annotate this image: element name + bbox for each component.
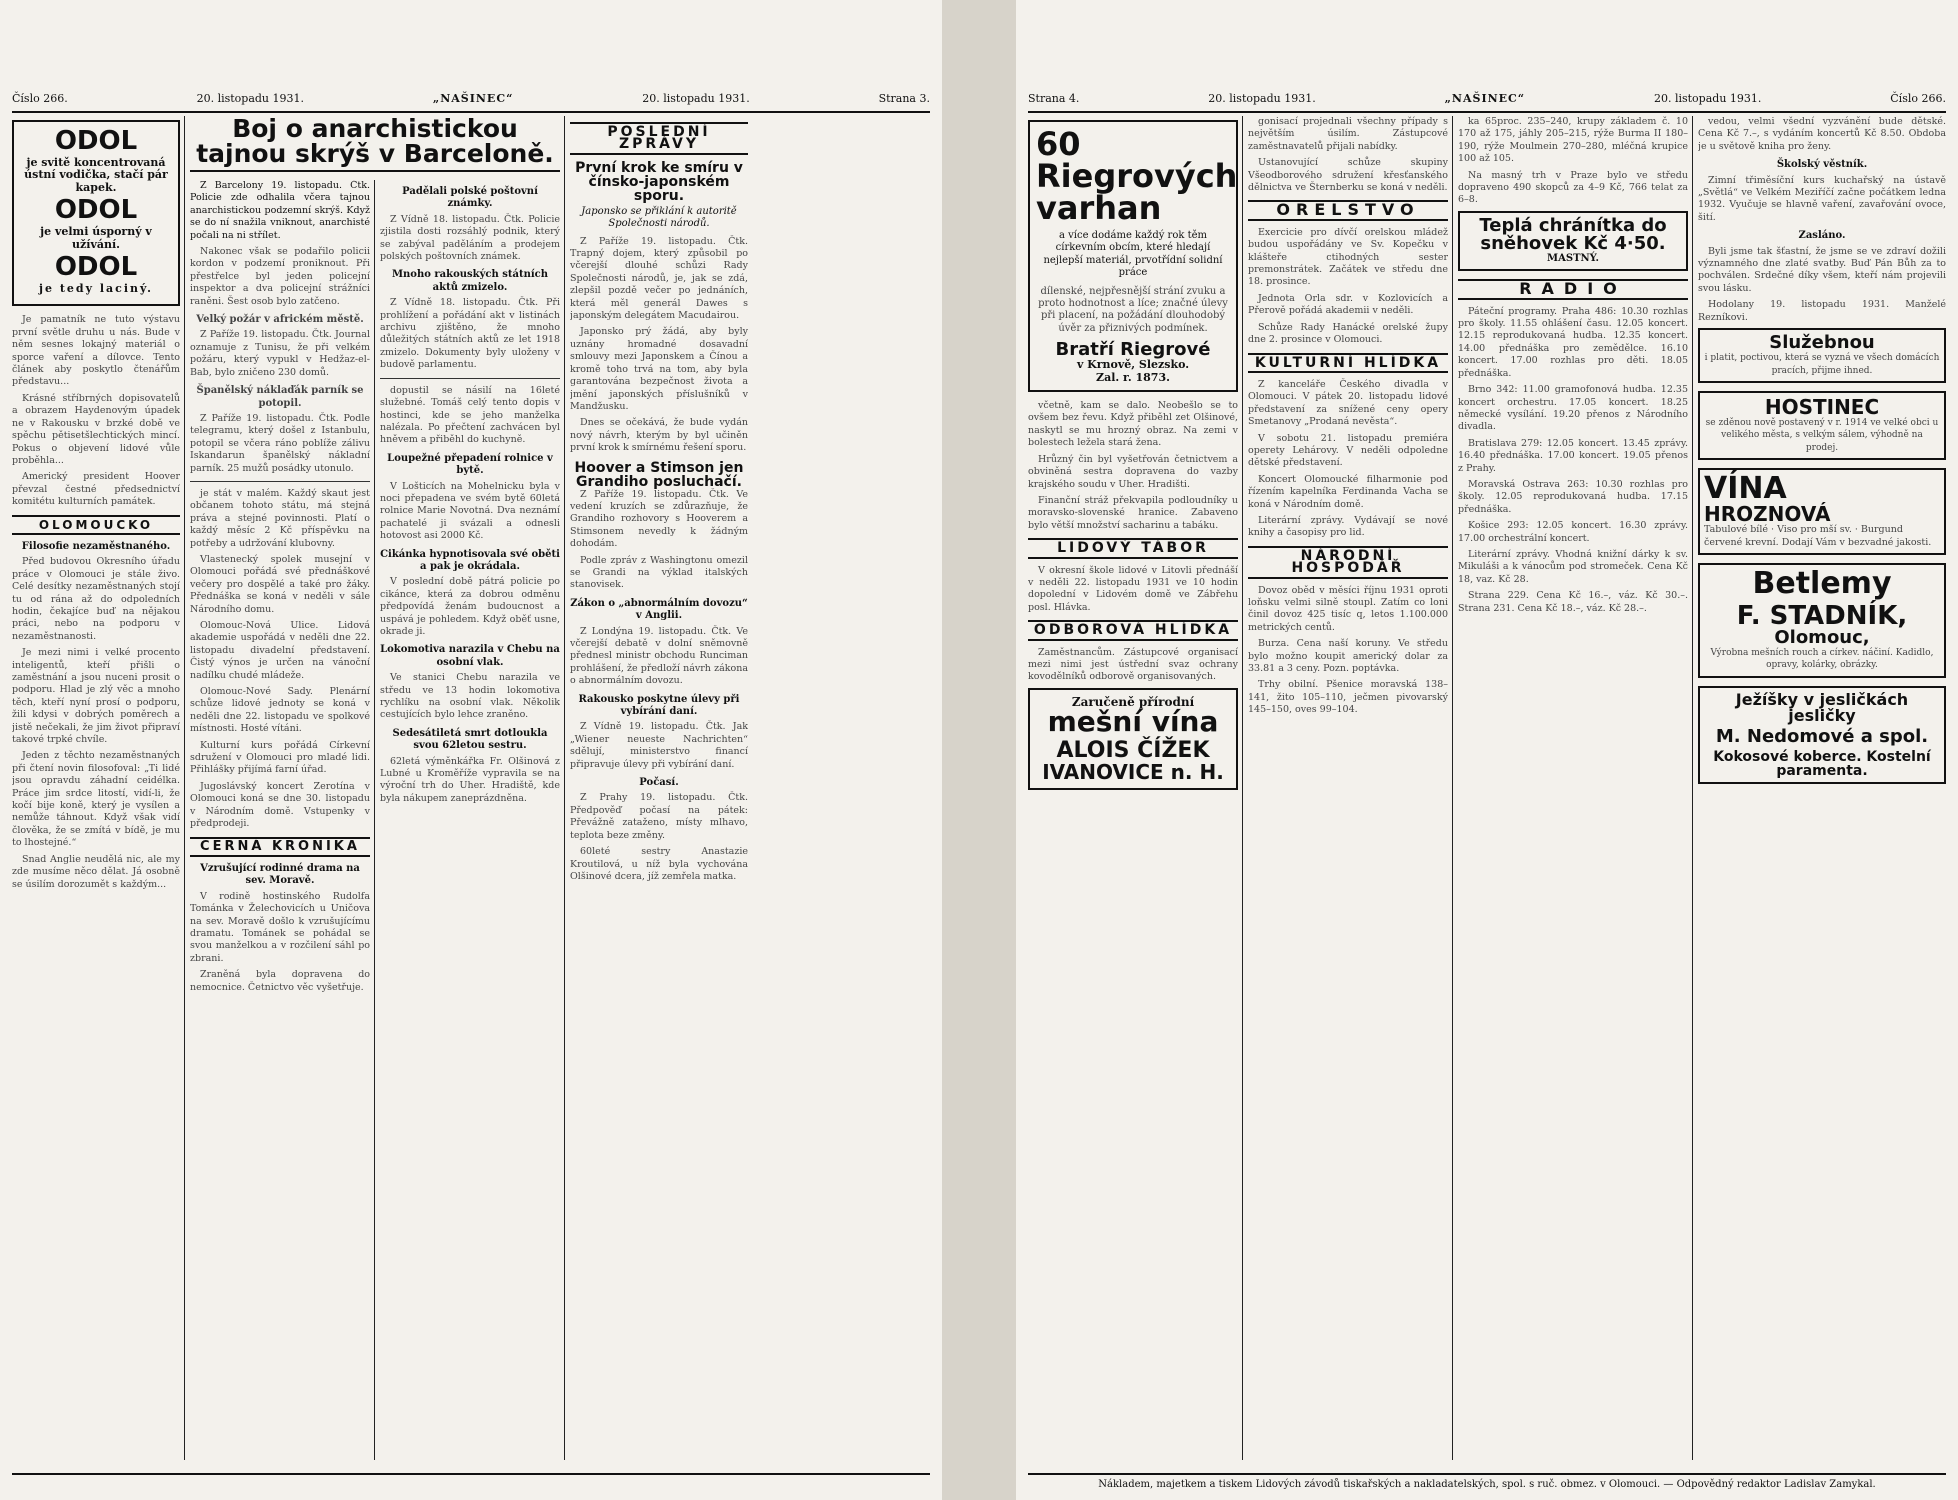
stadnik-name: F. STADNÍK, [1736,600,1908,631]
narodni-text: Dovoz oběd v měsíci říjnu 1931 oproti loňsku velmi silně stoupl. Zatím co loni činil dovoz 425 tisíc q, letos 1.100.000 metrických centů. Burza. Cena naší koruny. Ve středu bylo možno koupit americký dolar za 33.81 a 3 ceny. Pozn. poptávka. Trhy obilní. Pšenice moravská 138–141, žito 105–110, ječmen pivovarský 145–150, oves 99–104. [1248,584,1448,716]
right-header-date-2: 20. listopadu 1931. [1653,91,1762,105]
column-1-body-text: Je pamatník ne tuto výstavu první světle druhu u nás. Bude v něm sesnes lokajný materiál o sporce vaření a dílovce. Tento článek aby poskytlo čtenářům představu... Krásné stříbrných dopisovatelů a obrazem Haydenovým úpadek ne v Rakousku v brzké době ve spěchu pětisetšlechtických mincí. Pokus o objevení lidové vůle proběhla... Americký president Hoover převzal čestné předsednictví komitétu kulturních památek. [12,314,180,508]
vina-title: VÍNA [1704,471,1787,507]
right-column-4 [1698,116,1946,1460]
odol-text-1: je svitě koncentrovaná ústní vodička, stačí pár kapek. [24,156,168,194]
wine-ad-company: ALOIS ČÍŽEK [1056,738,1210,764]
cerna-kronika-text-5: 62letá výměnkářka Fr. Olšinová z Lubné u Kroměříže vypravila se na výroční trh do Uher. Hradiště, kde byla nákupem zaneprázdněna. [380,755,560,804]
zasilano-title: Zasláno. [1798,230,1846,242]
posledni-zpravy-text: Z Paříže 19. listopadu. Čtk. Trapný dojem, který způsobil po včerejší dlouhé schůzi Rady Společnosti národů, je, jak se zdá, zlepšil pozdě večer po jednáních, která měl generál Dawes s japonským delegátem Macudairou. Japonsko prý žádá, aby byly uznány hromadné dosavadní smlouvy mezi Japonskem a Čínou a kromě toho trvá na tom, aby byla garantována bezpečnost života a jmění japonských příslušníků v Mandžusku. Dnes se očekává, že bude vydán nový návrh, kterým by byl učiněn první krok k smírnému řešení sporu. [570,235,748,454]
odol-title-3: ODOL [54,252,138,283]
column-rule [374,180,375,1460]
cerna-kronika-text-4: Ve stanici Chebu narazila ve středu ve 13 hodin lokomotiva rychlíku na osobní vlak. Několik cestujících bylo lehce zraněno. [380,672,560,721]
lidovy-tabor-text: V okresní škole lidové v Litovli přednáší v neděli 22. listopadu 1931 ve 10 hodin dopolední v Lidovém domě ve Zábřehu posl. Hlávka. [1028,564,1238,613]
orelstvo-text: Exercicie pro dívčí orelskou mládež budou uspořádány ve Sv. Kopečku v klášteře ctihodných sester premonstrátek. Začátek ve středu dne 18. prosince. Jednota Orla sdr. v Kozlovicích a Přerově pořádá akademii v neděli. Schůze Rady Hanácké orelské župy dne 2. prosince v Olomouci. [1248,226,1448,346]
cerna-kronika-title-2: Loupežné přepadení rolnice v bytě. [387,452,553,477]
organ-ad-body: a více dodáme každý rok těm církevním obcím, které hledají nejlepší materiál, prvotřídní solidní práce [1043,230,1223,279]
organ-ad-filler: dílenské, nejpřesnější strání zvuku a proto hodnotnost a líce; značné úlevy při placení, na požádání dlouhodobý úvěr za přiznivých podmínek. [1038,285,1228,334]
left-header-date-2: 20. listopadu 1931. [642,91,750,105]
column-rule [1242,116,1243,1460]
wine-ad-line-1: Zaručeně přírodní [1071,694,1195,709]
cerna-kronika-title-1: Vzrušující rodinné drama na sev. Moravě. [200,862,360,887]
posledni-zpravy-banner: POSLEDNÍ ZPRÁVY [570,122,748,155]
column-rule [564,116,565,1460]
cerna-kronika-title-5: Sedesátiletá smrt dotloukla svou 62letou sestru. [392,727,548,752]
wine-ad-headline: mešní vína [1047,705,1219,739]
left-page-number: Strana 3. [878,91,930,105]
main-story-headline: Boj o anarchistickou tajnou skrýš v Barceloně. [190,116,560,172]
sluzebnou-advertisement [1698,328,1946,383]
column-rule [1692,116,1693,1460]
right-column-1 [1028,116,1238,1460]
rakousko-dane-title: Rakousko poskytne úlevy při vybírání daní. [578,693,740,718]
right-masthead-title: „NAŠINEC“ [1444,91,1526,105]
organ-ad-headline: 60 Riegrových varhan [1036,125,1238,227]
zasilano-text: Byli jsme tak šťastní, že jsme se ve zdraví dožili významného dne zlaté svatby. Buď Pán Bůh za to pochválen. Srdečné díky všem, kteří nám projevili svou lásku. Hodolany 19. listopadu 1931. Manželé Rezníkovi. [1698,245,1946,323]
right-column-3 [1458,116,1688,1460]
odborova-hlidka-banner: ODBOROVÁ HLÍDKA [1028,620,1238,640]
cerna-kronika-text-2: V Lošticích na Mohelnicku byla v noci přepadena ve svém bytě 60letá rolnice Marie Novotná. Dva neznámí pachatelé ji svázali a odnesli hotovost asi 2000 Kč. [380,480,560,542]
hostinec-advertisement [1698,391,1946,460]
left-column-1 [12,116,180,1460]
sluzebnou-title: Služebnou [1769,332,1875,354]
hoover-stimson-text: Z Paříže 19. listopadu. Čtk. Ve vedení kruzích se zdůrazňuje, že Grandiho rozhovory s Hooverem a Stimsonem nevedly k žádným dohodám. Podle zpráv z Washingtonu omezil se Grandi na výklad italských stanovisek. [570,488,748,591]
odol-title-1: ODOL [54,126,138,156]
betlemy-advertisement [1698,563,1946,678]
left-page-footer [12,1473,930,1490]
pocasi-title: Počasí. [639,777,679,789]
hostinec-text: se zděnou nově postavený v r. 1914 ve velké obci u velikého města, s velkým sálem, výhodně na prodej. [1705,417,1939,453]
sidebar-title-1: Padělali polské poštovní známky. [402,186,538,210]
odol-text-2: je velmi úsporný v užívání. [40,225,152,251]
rakousko-dane-text: Z Vídně 19. listopadu. Čtk. Jak „Wiener neueste Nachrichten“ sdělují, ministerstvo financí připravuje úlevy při vybírání daní. [570,721,748,770]
zakon-abnormal-text: Z Londýna 19. listopadu. Čtk. Ve včerejší debatě v dolní sněmovně přednesl ministr obchodu Runciman prohlášení, že předloží návrh zákona o abnormálním dovozu. [570,625,748,687]
right-column-2 [1248,116,1448,1460]
main-story-lead: Z Barcelony 19. listopadu. Čtk. Policie zde odhalila včera tajnou anarchistickou podzemní skrýš. Když se do ní snažila vniknout, anarchisté počali na ni střílet. [190,180,370,241]
sidebar-title-2: Mnoho rakouských státních aktů zmizelo. [391,269,549,293]
hostinec-title: HOSTINEC [1764,394,1880,419]
organ-ad-founded: Zal. r. 1873. [1096,370,1170,384]
cerna-kronika-banner: ČERNÁ KRONIKA [190,837,370,857]
snehovky-ad-headline: Teplá chránítka do sněhovek Kč 4·50. [1479,214,1667,254]
hroznova-title: HROZNOVÁ [1704,502,1831,527]
organ-ad-company: Bratří Riegrové [1055,339,1211,361]
sidebar-text-2: Z Vídně 18. listopadu. Čtk. Při prohlížení a pořádání akt v listinách archivu zjištěno, že mnoho důležitých státních aktů ze let 1918 zmizelo. Dokumenty byly uloženy v budově parlamentu. dopustil se násilí na 16leté služebné. Tomáš celý tento dopis v hostinci, kde se jeho manželka nalézala. Po přečtení zachvácen byl hněvem a přiběhl do kuchyně. [380,297,560,446]
right-col-3-top-text: ka 65proc. 235–240, krupy základem č. 10 170 až 175, jáhly 205–215, rýže Burma II 180–190, rýže Moulmein 270–280, mléčná krupice 100 až 105. Na masný trh v Praze bylo ve středu dopraveno 490 skopců za 4–9 Kč, 766 telat za 6–8. [1458,116,1688,206]
skolsky-vestnik-title: Školský věstník. [1776,159,1868,171]
cerna-kronika-text-3: V poslední době pátrá policie po cikánce, která za dobrou odměnu předpovídá ženám budoucnost a uspává je pohledem. Když oběť usne, okrade ji. [380,576,560,637]
orelstvo-banner: ORELSTVO [1248,200,1448,220]
sluzebnou-text: i platit, poctivou, která se vyzná ve všech domácích pracích, přijme ihned. [1704,353,1940,376]
kokosove-koberce: Kokosové koberce. Kostelní paramenta. [1713,748,1931,779]
right-issue-number: Číslo 266. [1890,91,1946,105]
left-column-3 [380,180,560,1460]
olomoucko-article-title: Filosofie nezaměstnaného. [21,540,171,552]
jeslicky-advertisement [1698,686,1946,784]
right-col-2-text: gonisací projednali všechny případy s největším úsilím. Zástupcové zaměstnavatelů přijali nabídky. Ustanovující schůze skupiny Všeodborového sdružení křesťanského dělnictva ve Šternberku se koná v neděli. [1248,116,1448,194]
mesni-vina-advertisement [1028,688,1238,790]
right-col-1-text: včetně, kam se dalo. Neobešlo se to ovšem bez řevu. Když přiběhl zet Olšinové, naskytl se mu hrozný obraz. Na zemi v bolestech ležela stará žena. Hrůzný čin byl vyšetřován četnictvem a obviněná sestra dopravena do vazby krajského soudu v Uher. Hradišti. Finanční stráž překvapila podloudníky u moravsko-slovenské hranice. Zabaveno bylo větší množství sacharinu a tabáku. [1028,400,1238,531]
posledni-zpravy-subtitle: Japonsko se přiklání k autoritě Společnosti národů. [581,205,737,230]
stadnik-city: Olomouc, [1774,626,1870,648]
odol-text-3: je tedy laciný. [39,282,153,296]
main-story-body: Nakonec však se podařilo policii kordon v podzemí proniknout. Při přestřelce byl jeden policejní inspektor a dva policejní strážníci raněni. Šest osob bylo zatčeno. Velký požár v africkém městě. Z Paříže 19. listopadu. Čtk. Journal oznamuje z Tunisu, že při velkém požáru, který vypukl v Hedžaz-el-Bab, bylo zničeno 230 domů. Španělský náklaďák parník se potopil. Z Paříže 19. listopadu. Čtk. Podle telegramu, který došel z Istanbulu, potopil se včera ráno poblíže zálivu Iskandarun španělský nákladní parník. 25 mužů posádky utonulo. je stát v malém. Každý skaut jest občanem tohoto státu, má stejná práva a stejné povinnosti. Platí o každý měsíc 2 Kč příspěvku na potřeby a udržování klubovny. Vlastenecký spolek musejní v Olomouci pořádá své přednáškové večery pro dospělé a také pro žáky. Přednáška se koná v neděli v sále Národního domu. Olomouc-Nová Ulice. Lidová akademie uspořádá v neděli dne 22. listopadu divadelní představení. Čistý výnos je určen na vánoční nadílku chudé mládeže. Olomouc-Nové Sady. Plenární schůze lidové jednoty se koná v neděli dne 22. listopadu ve spolkové místnosti. Hosté vítáni. Kulturní kurs pořádá Církevní sdružení v Olomouci pro mladé lidi. Přihlášky přijímá farní úřad. Jugoslávský koncert Zerotína v Olomouci koná se dne 30. listopadu v Národním domě. Vstupenky v předprodeji. [190,246,370,830]
organ-ad-place: v Krnově, Slezsko. [1076,358,1190,372]
left-header-date: 20. listopadu 1931. [196,91,305,105]
kulturni-text: Z kanceláře Českého divadla v Olomouci. V pátek 20. listopadu lidové představení za snížené ceny opery Smetanovy „Prodaná nevěsta“. V sobotu 21. listopadu premiéra operety Lehárovy. V neděli odpoledne dětské představení. Koncert Olomoucké filharmonie pod řízením kapelníka Ferdinanda Vacha se koná v Národním domě. Literární zprávy. Vydávají se nové knihy a časopisy pro lid. [1248,378,1448,539]
right-running-header [1028,88,1946,113]
betlemy-title: Betlemy [1752,565,1892,601]
main-headline-block [190,116,560,172]
page-gutter [942,0,1016,1500]
odol-advertisement [12,120,180,306]
left-column-2 [190,180,370,1460]
right-page-number: Strana 4. [1028,91,1080,105]
right-header-date: 20. listopadu 1931. [1208,91,1316,105]
vina-prices: Tabulové bílé · Viso pro mší sv. · Burgund červené krevní. Dodají Vám v bezvadné jakosti. [1704,524,1932,548]
nedomove-company: M. Nedomové a spol. [1715,725,1929,747]
wine-ad-place: IVANOVICE n. H. [1042,760,1224,785]
narodni-hospodar-banner: NÁRODNÍ HOSPODÁŘ [1248,546,1448,579]
pocasi-text: Z Prahy 19. listopadu. Čtk. Předpověď počasí na pátek: Převážně zataženo, místy mlhavo, teplota beze změny. 60leté sestry Anastazie Kroutilová, u níž byla vychována Olšinové dcera, jíž zemřela matka. [570,792,748,882]
radio-program-text: Páteční programy. Praha 486: 10.30 rozhlas pro školy. 11.55 ohlášení času. 12.05 koncert. 12.15 reprodukovaná hudba. 12.35 koncert. 14.00 přednáška pro zemědělce. 16.10 koncert. 17.00 rozhlas pro děti. 18.05 přednáška. Brno 342: 11.00 gramofonová hudba. 12.35 koncert orchestru. 17.05 koncert. 18.25 německé vysílání. 19.20 přenos z Národního divadla. Bratislava 279: 12.05 koncert. 13.45 zprávy. 16.40 přednáška. 17.00 koncert. 19.05 přenos z Prahy. Moravská Ostrava 263: 10.30 rozhlas pro školy. 12.05 reprodukovaná hudba. 17.15 přednáška. Košice 293: 12.05 koncert. 16.30 zprávy. 17.00 orchestrální koncert. Literární zprávy. Vhodná knižní dárky k sv. Mikuláši a k vánocům pod stromeček. Cena Kč 18, vaz. Kč 28. Strana 229. Cena Kč 16.–, váz. Kč 30.–. Strana 231. Cena Kč 18.–, váz. Kč 28.–. [1458,305,1688,614]
radio-banner: RADIO [1458,279,1688,299]
right-col-4-top: vedou, velmi všední vyzvánění bude dětské. Cena Kč 7.–, s vydáním koncertů Kč 8.50. Obdoba je u světově kniha pro ženy. [1698,116,1946,152]
column-rule [1452,116,1453,1460]
olomoucko-section-banner: OLOMOUCKO [12,515,180,535]
vina-hroznova-advertisement [1698,468,1946,555]
snehovky-ad-company: MASTNÝ. [1547,252,1599,264]
right-page-footer: Nákladem, majetkem a tiskem Lidových závodů tiskařských a nakladatelských, spol. s ruč. obmez. v Olomouci. — Odpovědný redaktor Ladislav Zamykal. [1028,1473,1946,1490]
left-issue-number: Číslo 266. [12,91,68,105]
zakon-abnormal-title: Zákon o „abnormálním dovozu“ v Anglii. [570,597,748,622]
cerna-kronika-title-3: Cikánka hypnotisovala své oběti a pak je okrádala. [380,548,560,572]
sidebar-text-1: Z Vídně 18. listopadu. Čtk. Policie zjistila dosti rozsáhlý podnik, který se zabýval paděláním a prodejem polských poštovních známek. [380,213,560,263]
left-masthead-title: „NAŠINEC“ [432,91,514,105]
left-running-header [12,88,930,113]
cerna-kronika-title-4: Lokomotiva narazila v Chebu na osobní vlak. [380,644,560,668]
betlemy-text: Výrobna mešních rouch a církev. náčiní. Kadidlo, opravy, kolárky, obrázky. [1710,647,1934,671]
left-newspaper-page [0,0,942,1500]
kulturni-hlidka-banner: KULTURNÍ HLÍDKA [1248,353,1448,373]
odol-title-2: ODOL [54,195,138,226]
sidebar-title-3: Velký požár v africkém městě. [196,314,364,326]
lidovy-tabor-banner: LIDOVÝ TÁBOR [1028,538,1238,558]
cerna-kronika-text-1: V rodině hostinského Rudolfa Tománka v Želechovicích u Uničova na sev. Moravě došlo k vzrušujícímu dramatu. Tománek se pohádal se svou manželkou a v rozčilení sáhl po zbrani. Zraněná byla dopravena do nemocnice. Četnictvo věc vyšetřuje. [190,890,370,993]
hoover-stimson-headline: Hoover a Stimson jen Grandiho posluchačí. [574,459,744,490]
skolsky-text: Zimní třiměsíční kurs kuchařský na ústavě „Světlá“ ve Velkém Meziříčí začne počátkem ledna 1932. Vyučuje se hlavně vaření, zavařování ovoce, šití. [1698,174,1946,223]
column-rule [184,116,185,1460]
sidebar-title-4: Španělský náklaďák parník se potopil. [196,385,364,409]
rieger-organ-advertisement [1028,120,1238,392]
right-newspaper-page [1016,0,1958,1500]
snehovky-advertisement [1458,211,1688,271]
odborova-text: Zaměstnancům. Zástupcové organisací mezi nimi jest ústřední svaz ochrany kovodělníků odborově organisovaných. [1028,646,1238,683]
olomoucko-article-text: Před budovou Okresního úřadu práce v Olomouci je stále živo. Celé desítky nezaměstnaných stojí tu od rána až do odpoledních hodin, čekajíce buď na nějakou práci, nebo na podporu v nezaměstnanosti. Je mezi nimi i velké procento inteligentů, kteří přišli o zaměstnání a jsou nuceni prosit o podporu. Hlad je zlý věc a mnoho těch, kteří nyní prosí o podporu, žili kdysi v dobrých poměrech a jistě nečekali, že jim život připraví takové trpké chvíle. Jeden z těchto nezaměstnaných při čtení novin filosofoval: „Ti lidé jsou opravdu záhadní ceidélka. Práce jim srdce litostí, vidí-li, že kočí bije koně, který je vysílen a nemůže táhnout. Když však vidí člověka, že se zmítá v bídě, je mu to lhostejné.“ Snad Anglie neudělá nic, ale my zde musíme něco dělat. Já osobně se úsilím dorozumět s každým... [12,556,180,890]
posledni-zpravy-headline: První krok ke smíru v čínsko-japonském sporu. [575,159,743,204]
left-column-4 [570,116,748,1460]
jeslicky-title: Ježíšky v jesličkách jesličky [1735,689,1909,725]
